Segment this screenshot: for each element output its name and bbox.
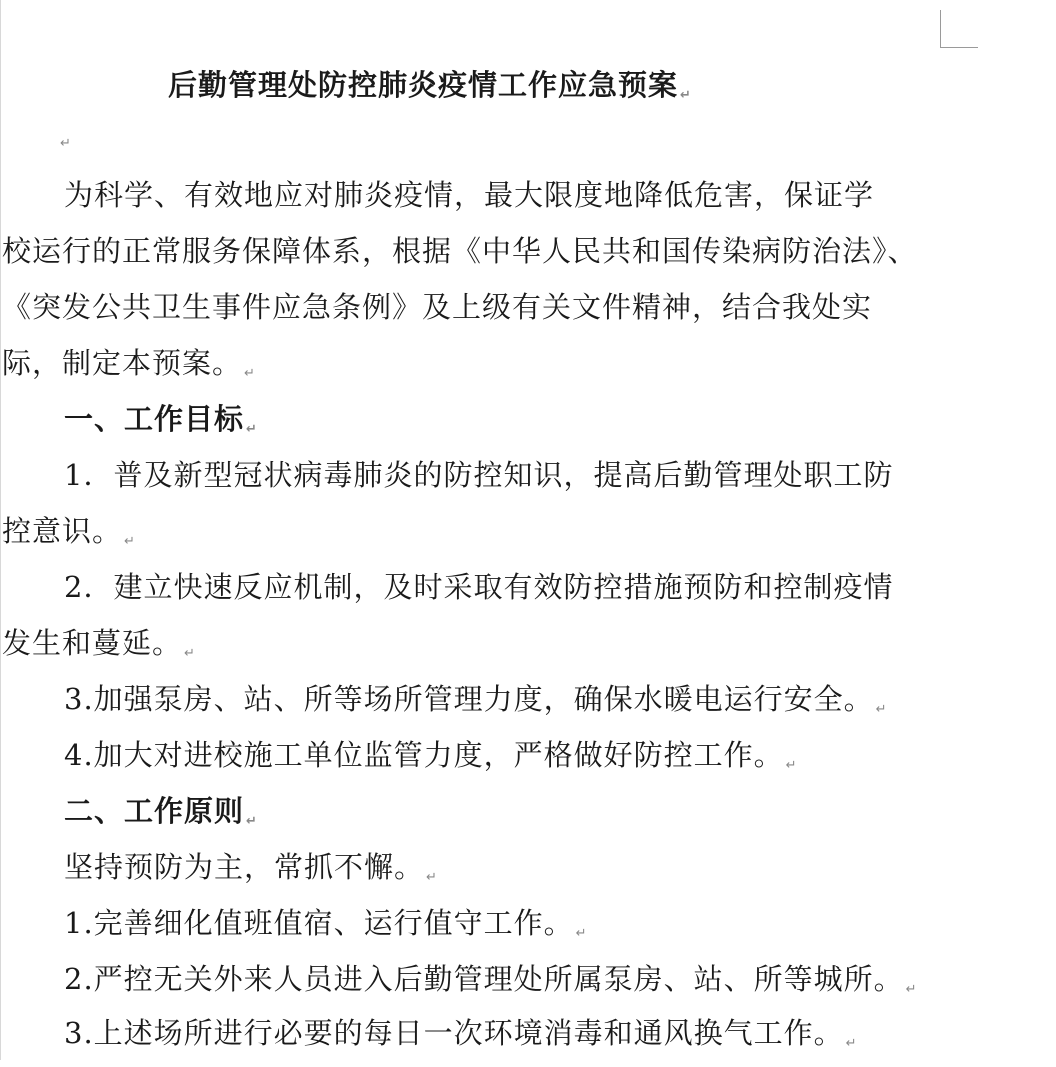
- principle-3: 3.上述场所进行必要的每日一次环境消毒和通风换气工作。 ↵: [64, 1016, 857, 1051]
- section-heading-goals: 一、工作目标 ↵: [64, 402, 257, 437]
- paragraph-mark-icon: ↵: [680, 88, 691, 103]
- paragraph-mark-icon: ↵: [875, 702, 887, 717]
- body-line-3: 《突发公共卫生事件应急条例》及上级有关文件精神，结合我处实: [2, 290, 873, 324]
- paragraph-mark-icon: ↵: [184, 646, 195, 661]
- goal-2-line-1: 2．建立快速反应机制，及时采取有效防控措施预防和控制疫情: [64, 570, 894, 604]
- empty-paragraph-mark-icon: ↵: [60, 136, 71, 151]
- goal-4: 4.加大对进校施工单位监管力度，严格做好防控工作。 ↵: [64, 738, 797, 773]
- paragraph-mark-icon: ↵: [244, 366, 255, 381]
- section-heading-principles: 二、工作原则 ↵: [64, 794, 257, 829]
- paragraph-mark-icon: ↵: [905, 982, 917, 997]
- goal-3: 3.加强泵房、站、所等场所管理力度，确保水暖电运行安全。 ↵: [64, 682, 887, 717]
- principle-2: 2.严控无关外来人员进入后勤管理处所属泵房、站、所等城所。 ↵: [64, 962, 917, 997]
- goal-2-line-2: 发生和蔓延。 ↵: [2, 626, 195, 661]
- document-title: [168, 62, 691, 119]
- page-left-edge: [0, 0, 1, 1060]
- body-line-4: 际，制定本预案。 ↵: [2, 346, 255, 381]
- principle-intro: 坚持预防为主，常抓不懈。 ↵: [64, 850, 437, 885]
- paragraph-mark-icon: ↵: [124, 534, 135, 549]
- paragraph-mark-icon: ↵: [845, 1036, 857, 1051]
- goal-1-line-2: 控意识。 ↵: [2, 514, 135, 549]
- goal-1-line-1: 1．普及新型冠状病毒肺炎的防控知识，提高后勤管理处职工防: [64, 458, 894, 492]
- body-line-2: 校运行的正常服务保障体系，根据《中华人民共和国传染病防治法》、: [2, 234, 918, 268]
- body-line-1: 为科学、有效地应对肺炎疫情，最大限度地降低危害，保证学: [64, 178, 875, 212]
- paragraph-mark-icon: ↵: [246, 814, 257, 829]
- paragraph-mark-icon: ↵: [246, 422, 257, 437]
- paragraph-mark-icon: ↵: [575, 926, 587, 941]
- paragraph-mark-icon: ↵: [426, 870, 437, 885]
- paragraph-mark-icon: ↵: [785, 758, 797, 773]
- principle-1: 1.完善细化值班值宿、运行值守工作。 ↵: [64, 906, 587, 941]
- margin-corner-mark: [940, 10, 978, 48]
- title-text: 后勤管理处防控肺炎疫情工作应急预案: [168, 68, 679, 102]
